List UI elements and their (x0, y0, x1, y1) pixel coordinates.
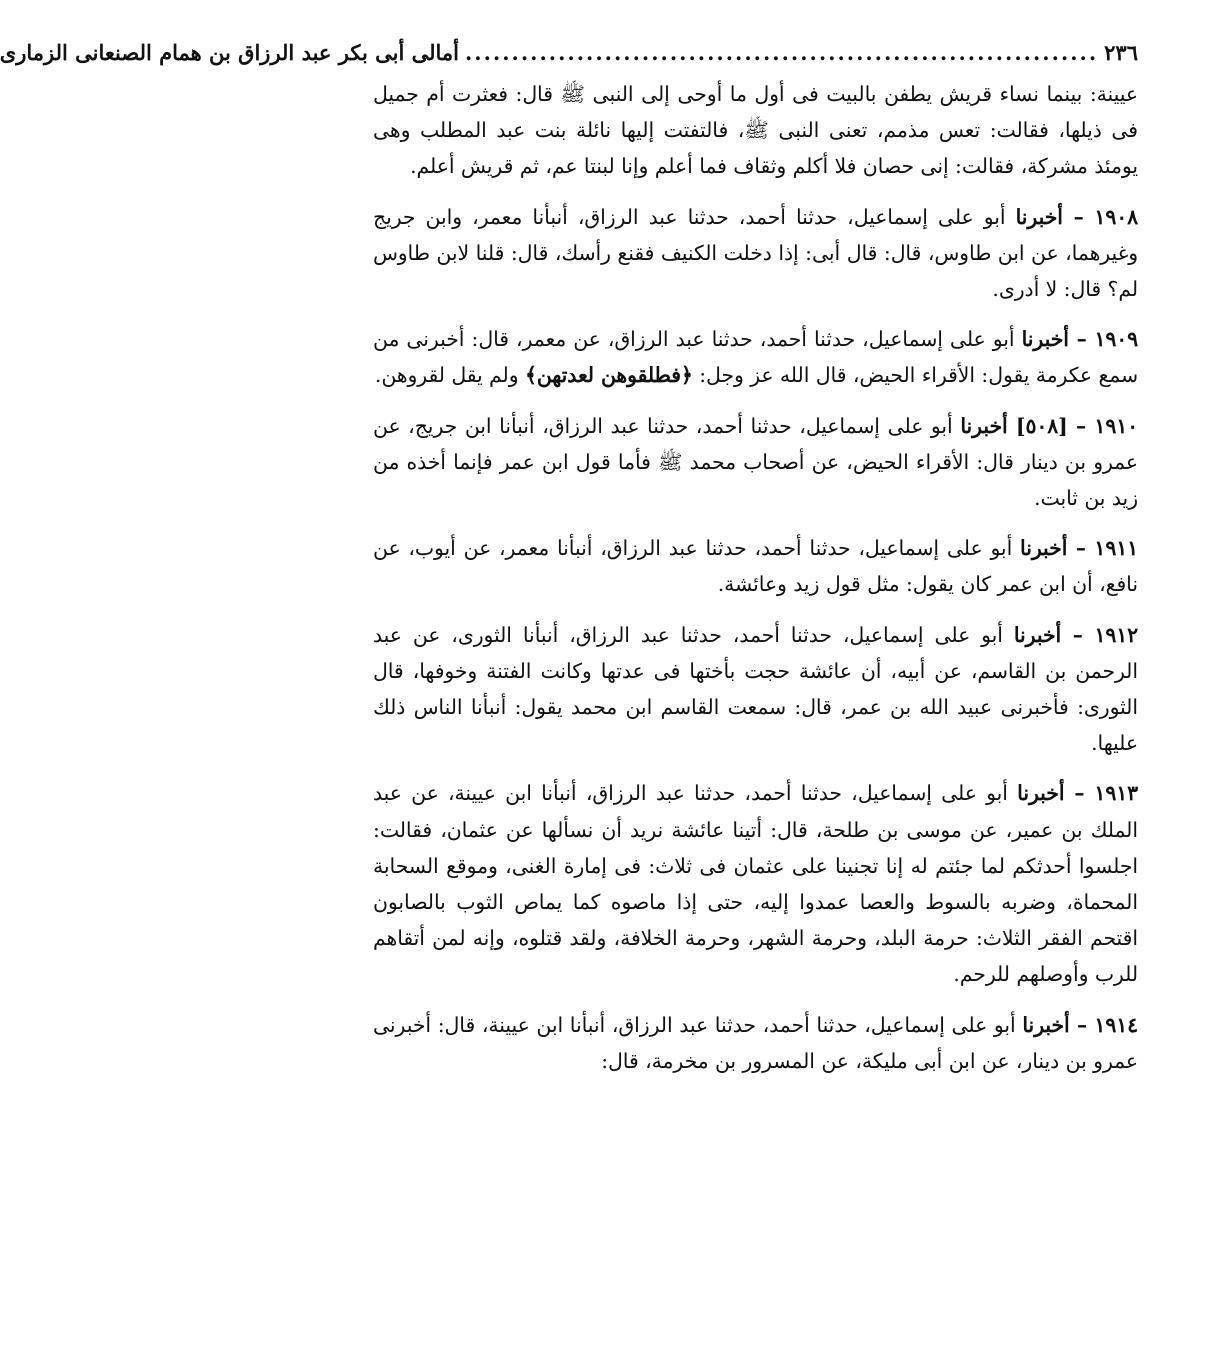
hadith-number: ١٩١٠ (1094, 413, 1138, 438)
hadith-1912 (373, 617, 1138, 762)
hadith-number: ١٩١٤ (1094, 1012, 1138, 1037)
hadith-1909 (373, 321, 1138, 393)
hadith-number: ١٩١١ (1094, 536, 1138, 561)
quran-quote: ﴿فطلقوهن لعدتهن﴾ (524, 363, 693, 388)
header-leader-dots: .................................................................... (465, 40, 1099, 65)
hadith-lead: أخبرنا (1013, 622, 1062, 647)
hadith-dash: – (1061, 622, 1095, 647)
hadith-lead: [٥٠٨] أخبرنا (960, 413, 1068, 438)
hadith-text-cont: ولم يقل لقروهن. (374, 363, 525, 388)
continuation-paragraph: عيينة: بينما نساء قريش يطفن بالبيت فى أول ما أوحى إلى النبى ﷺ قال: فعثرت أم جميل فى ذيلها، فقالت: تعس مذمم، تعنى النبى ﷺ، فالتفتت إليها نائلة بنت عبد المطلب وهى يومئذ مشركة، فقالت: إنى حصان فلا أكلم وثقاف فما أعلم وإنا لبنتا عم، ثم قريش أعلم. (373, 82, 1138, 179)
hadith-1911 (373, 530, 1138, 602)
hadith-dash: – (1067, 536, 1095, 561)
hadith-dash: – (1062, 204, 1095, 229)
hadith-text: أبو على إسماعيل، حدثنا أحمد، حدثنا عبد الرزاق، أنبأنا معمر، وابن جريج وغيرهما، عن ابن طاوس، قال: قال أبى: إذا دخلت الكنيف فقنع رأسك، قال: قلنا لابن طاوس لم؟ قال: لا أدرى. (373, 204, 1138, 302)
hadith-1914 (373, 1007, 1138, 1079)
hadith-lead: أخبرنا (1022, 1012, 1070, 1037)
hadith-lead: أخبرنا (1017, 781, 1065, 806)
hadith-text: أبو على إسماعيل، حدثنا أحمد، حدثنا عبد الرزاق، أنبأنا معمر، عن أيوب، عن نافع، أن ابن عمر كان يقول: مثل قول زيد وعائشة. (373, 536, 1138, 597)
hadith-1913 (373, 775, 1138, 992)
hadith-dash: – (1067, 413, 1095, 438)
page-header (0, 40, 1138, 74)
hadith-text: أبو على إسماعيل، حدثنا أحمد، حدثنا عبد الرزاق، أنبأنا ابن عيينة، قال: أخبرنى عمرو بن دينار، عن ابن أبى مليكة، عن المسرور بن مخرمة، قال: (373, 1012, 1138, 1073)
running-title: أمالى أبى بكر عبد الرزاق بن همام الصنعانى الزمارى (0, 40, 459, 65)
hadith-number: ١٩٠٨ (1094, 204, 1138, 229)
hadith-text: أبو على إسماعيل، حدثنا أحمد، حدثنا عبد الرزاق، عن معمر، قال: أخبرنى من سمع عكرمة يقول: الأقراء الحيض، قال الله عز وجل: (373, 327, 1138, 388)
hadith-number: ١٩١٣ (1094, 781, 1138, 806)
page-number: ٢٣٦ (1104, 40, 1138, 65)
hadith-lead: أخبرنا (1020, 536, 1068, 561)
hadith-dash: – (1068, 327, 1095, 352)
hadith-text: أبو على إسماعيل، حدثنا أحمد، حدثنا عبد الرزاق، أنبأنا ابن عيينة، عن عبد الملك بن عمير، عن موسى بن طلحة، قال: أتينا عائشة نريد أن نسألها عن عثمان، فقالت: اجلسوا أحدثكم لما جئتم له إنا تجنينا على عثمان فى ثلاث: فى إمارة الغنى، وموقع السحابة المحماة، وضربه بالسوط والعصا عمدوا إليه، حتى إذا ماصوه كما يماص الثوب بالصابون اقتحم الفقر الثلاث: حرمة البلد، وحرمة الشهر، وحرمة الخلافة، ولقد قتلوه، وإنه لمن أتقاهم للرب وأوصلهم للرحم. (373, 781, 1138, 987)
hadith-text: أبو على إسماعيل، حدثنا أحمد، حدثنا عبد الرزاق، أنبأنا ابن جريج، عن عمرو بن دينار قال: الأقراء الحيض، عن أصحاب محمد ﷺ فأما قول ابن عمر فإنما أخذه من زيد بن ثابت. (373, 413, 1138, 511)
hadith-number: ١٩١٢ (1094, 622, 1139, 647)
hadith-dash: – (1064, 781, 1095, 806)
book-page (0, 40, 1139, 1079)
hadith-lead: أخبرنا (1015, 204, 1063, 229)
hadith-text: أبو على إسماعيل، حدثنا أحمد، حدثنا عبد الرزاق، أنبأنا الثورى، عن عبد الرحمن بن القاسم، عن أبيه، أن عائشة حجت بأختها فى عدتها وكانت الفتنة وخوفها، قال الثورى: فأخبرنى عبيد الله بن عمر، قال: سمعت القاسم ابن محمد يقول: أنبأنا الناس ذلك عليها. (373, 622, 1138, 756)
hadith-1908 (373, 199, 1138, 308)
hadith-lead: أخبرنا (1021, 327, 1069, 352)
hadith-1910 (373, 408, 1138, 517)
hadith-number: ١٩٠٩ (1094, 327, 1139, 352)
hadith-dash: – (1069, 1012, 1095, 1037)
